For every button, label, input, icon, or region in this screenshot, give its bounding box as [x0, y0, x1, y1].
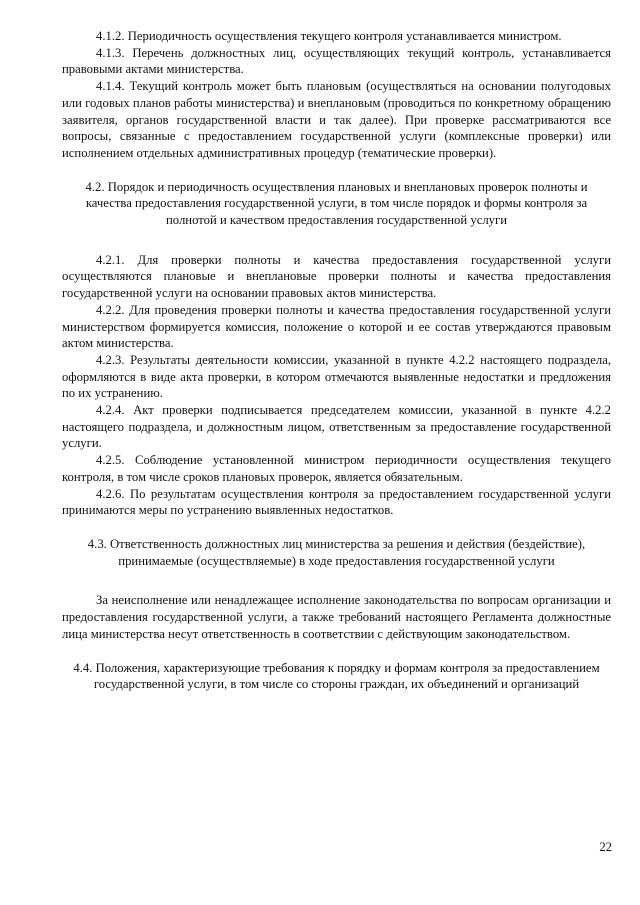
paragraph-4-2-2: 4.2.2. Для проведения проверки полноты и качества предоставления государственной услуги министерством формируется комиссия, положение о которой и ее состав утверждаются правовым актом министерства. [62, 302, 611, 351]
section-heading-4-4: 4.4. Положения, характеризующие требования к порядку и формам контроля за предоставлением государственной услуги, в том числе со стороны граждан, их объединений и организаций [73, 660, 600, 692]
paragraph-4-2-6: 4.2.6. По результатам осуществления контроля за предоставлением государственной услуги принимаются меры по устранению выявленных недостатков. [62, 486, 611, 518]
paragraph-4-3: За неисполнение или ненадлежащее исполнение законодательства по вопросам организации и предоставления государственной услуги, а также требований настоящего Регламента должностные лица министерства несут ответственность в соответствии с действующим законодательством. [62, 593, 611, 641]
paragraph-4-1-4: 4.1.4. Текущий контроль может быть плановым (осуществляться на основании полугодовых или годовых планов работы министерства) и внеплановым (проводиться по конкретному обращению заявителя, органов государственной власти и так далее). При проверке рассматриваются все вопросы, связанные с предоставлением государственной услуги (комплексные проверки) или исполнением отдельных административных процедур (тематические проверки). [62, 79, 611, 160]
page-number: 22 [599, 840, 612, 854]
section-heading-4-2: 4.2. Порядок и периодичность осуществления плановых и внеплановых проверок полноты и качества предоставления государственной услуги, в том числе порядок и формы контроля за полнотой и качеством предоставления государственной услуги [85, 179, 588, 228]
paragraph-4-2-4: 4.2.4. Акт проверки подписывается председателем комиссии, указанной в пункте 4.2.2 настоящего подраздела, и должностным лицом, ответственным за предоставление государственной услуги. [62, 403, 611, 451]
paragraph-4-2-1: 4.2.1. Для проверки полноты и качества предоставления государственной услуги осуществляются плановые и внеплановые проверки полноты и качества предоставления государственной услуги на основании правовых актов министерства. [62, 252, 611, 301]
paragraph-4-1-2: 4.1.2. Периодичность осуществления текущего контроля устанавливается министром. [96, 29, 562, 43]
section-heading-4-3: 4.3. Ответственность должностных лиц министерства за решения и действия (бездействие), принимаемые (осуществляемые) в ходе предоставления государственной услуги [87, 536, 586, 568]
paragraph-4-2-5: 4.2.5. Соблюдение установленной министром периодичности осуществления текущего контроля, в том числе сроков плановых проверок, является обязательным. [62, 453, 611, 484]
document-page [62, 28, 611, 693]
paragraph-4-1-3: 4.1.3. Перечень должностных лиц, осуществляющих текущий контроль, устанавливается правовыми актами министерства. [62, 45, 611, 77]
paragraph-4-2-3: 4.2.3. Результаты деятельности комиссии, указанной в пункте 4.2.2 настоящего подраздела, оформляются в виде акта проверки, в котором отмечаются выявленные недостатки и предложения по их устранению. [62, 352, 611, 401]
